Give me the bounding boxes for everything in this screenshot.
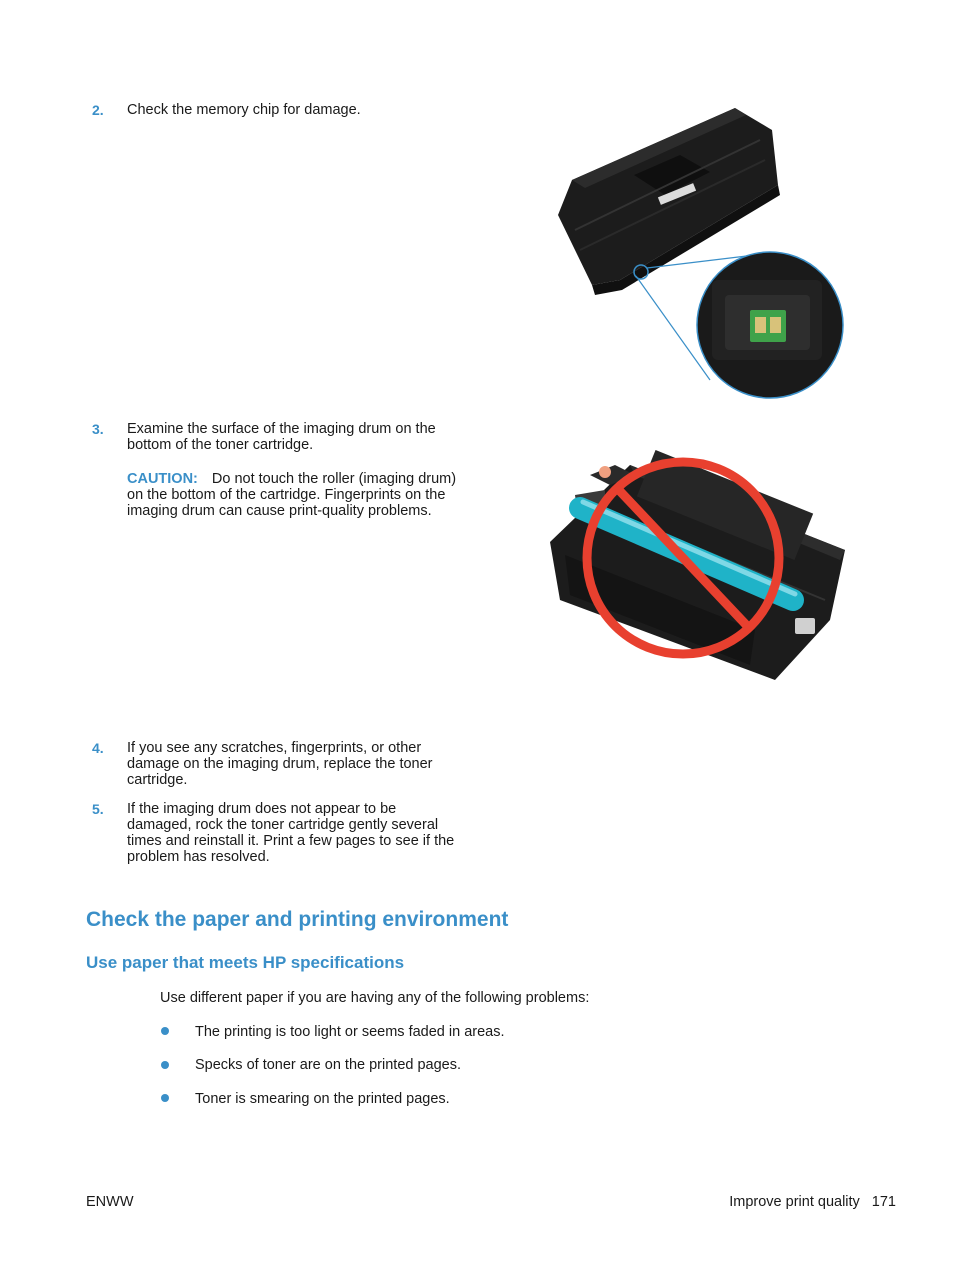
step-5-text: If the imaging drum does not appear to be damaged, rock the toner cartridge gently several times and reinstall it. Print a few pages to see if the problem has resolved. (127, 801, 455, 865)
step-4-text: If you see any scratches, fingerprints, or other damage on the imaging drum, replace the toner cartridge. (127, 740, 433, 788)
step-3-number: 3. (92, 421, 104, 437)
footer-chapter-title: Improve print quality (729, 1194, 860, 1210)
memory-chip-illustration (550, 100, 850, 400)
step-4-number: 4. (92, 740, 104, 756)
list-item: Specks of toner are on the printed pages. (195, 1057, 462, 1073)
caution-text: Do not touch the roller (imaging drum) on the bottom of the cartridge. Fingerprints on the imaging drum can cause print-quality problems. (127, 471, 457, 519)
memory-chip-zoom (697, 252, 843, 398)
footer-right (729, 1194, 896, 1210)
caution-note (127, 471, 457, 519)
caution-label: CAUTION: (127, 471, 198, 487)
footer-left: ENWW (86, 1194, 134, 1210)
page-number: 171 (871, 1194, 896, 1210)
bullet-icon (161, 1061, 169, 1069)
subsection-title: Use paper that meets HP specifications (86, 953, 405, 972)
bullet-icon (161, 1027, 169, 1035)
section-intro: Use different paper if you are having any of the following problems: (160, 990, 590, 1006)
step-2-text: Check the memory chip for damage. (127, 102, 361, 118)
list-item: Toner is smearing on the printed pages. (195, 1091, 450, 1107)
bullet-icon (161, 1094, 169, 1102)
list-item: The printing is too light or seems faded in areas. (195, 1024, 505, 1040)
step-5-number: 5. (92, 801, 104, 817)
step-2-number: 2. (92, 102, 104, 118)
step-3-text: Examine the surface of the imaging drum on the bottom of the toner cartridge. (127, 421, 436, 453)
section-title: Check the paper and printing environment (86, 908, 509, 931)
imaging-drum-illustration (545, 450, 855, 685)
